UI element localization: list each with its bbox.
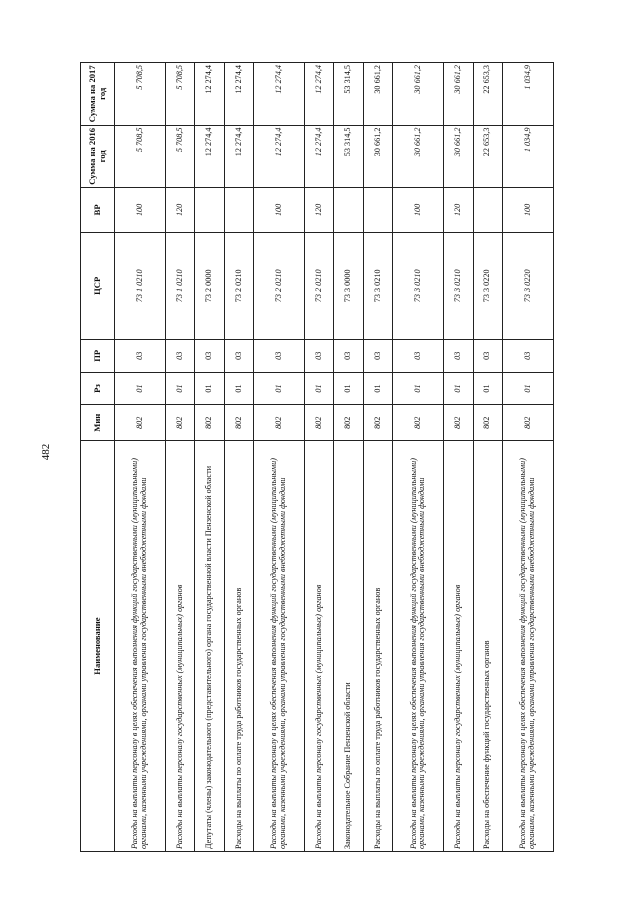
cell-min: 802	[444, 405, 473, 441]
cell-name: Депутаты (члены) законодательного (представительного) органа государственной власти Пензенской области	[195, 441, 224, 852]
cell-vr	[334, 188, 363, 233]
header-name: Наименование	[81, 441, 115, 852]
cell-vr: 120	[166, 188, 195, 233]
cell-pr: 03	[115, 339, 166, 372]
cell-sum-2017: 53 314,5	[334, 63, 363, 126]
cell-rz: 01	[224, 372, 253, 405]
budget-table	[80, 62, 554, 852]
cell-rz: 01	[363, 372, 392, 405]
cell-rz: 01	[166, 372, 195, 405]
table-body	[115, 63, 554, 852]
cell-sum-2017: 30 661,2	[363, 63, 392, 126]
cell-vr	[363, 188, 392, 233]
cell-sum-2017: 1 034,9	[502, 63, 553, 126]
cell-min: 802	[305, 405, 334, 441]
cell-pr: 03	[334, 339, 363, 372]
cell-sum-2017: 30 661,2	[393, 63, 444, 126]
cell-pr: 03	[224, 339, 253, 372]
cell-min: 802	[224, 405, 253, 441]
cell-csr: 73 2 0210	[224, 232, 253, 339]
cell-sum-2016: 30 661,2	[444, 125, 473, 188]
cell-pr: 03	[195, 339, 224, 372]
cell-sum-2016: 12 274,4	[195, 125, 224, 188]
cell-vr	[195, 188, 224, 233]
cell-vr: 120	[444, 188, 473, 233]
cell-rz: 01	[334, 372, 363, 405]
header-pr: ПР	[81, 339, 115, 372]
cell-name: Расходы на выплаты персоналу в целях обеспечения выполнения функций государственными (муниципальными) органами, казенными учреждениями, органами управления государственными внебюджетными фондами	[254, 441, 305, 852]
rotated-page-content	[80, 62, 554, 852]
table-header-row	[81, 63, 115, 852]
cell-name: Расходы на выплаты персоналу государственных (муниципальных) органов	[166, 441, 195, 852]
cell-min: 802	[195, 405, 224, 441]
cell-csr: 73 2 0210	[254, 232, 305, 339]
cell-csr: 73 1 0210	[115, 232, 166, 339]
cell-pr: 03	[166, 339, 195, 372]
cell-pr: 03	[363, 339, 392, 372]
cell-min: 802	[334, 405, 363, 441]
cell-csr: 73 3 0210	[393, 232, 444, 339]
cell-sum-2016: 53 314,5	[334, 125, 363, 188]
cell-min: 802	[363, 405, 392, 441]
table-row	[473, 63, 502, 852]
cell-sum-2017: 22 653,3	[473, 63, 502, 126]
table-row	[115, 63, 166, 852]
cell-vr: 100	[502, 188, 553, 233]
cell-min: 802	[473, 405, 502, 441]
cell-name: Расходы на выплаты по оплате труда работников государственных органов	[363, 441, 392, 852]
cell-rz: 01	[195, 372, 224, 405]
cell-rz: 01	[444, 372, 473, 405]
cell-vr	[473, 188, 502, 233]
cell-sum-2017: 12 274,4	[254, 63, 305, 126]
cell-rz: 01	[254, 372, 305, 405]
cell-sum-2016: 30 661,2	[363, 125, 392, 188]
table-row	[502, 63, 553, 852]
table-row	[334, 63, 363, 852]
cell-vr: 100	[254, 188, 305, 233]
cell-sum-2017: 30 661,2	[444, 63, 473, 126]
cell-sum-2016: 5 708,5	[115, 125, 166, 188]
cell-min: 802	[166, 405, 195, 441]
cell-min: 802	[393, 405, 444, 441]
cell-sum-2017: 5 708,5	[166, 63, 195, 126]
cell-sum-2017: 12 274,4	[305, 63, 334, 126]
cell-pr: 03	[502, 339, 553, 372]
cell-name: Расходы на выплаты персоналу государственных (муниципальных) органов	[305, 441, 334, 852]
cell-rz: 01	[115, 372, 166, 405]
cell-min: 802	[115, 405, 166, 441]
cell-pr: 03	[254, 339, 305, 372]
cell-rz: 01	[502, 372, 553, 405]
cell-csr: 73 3 0000	[334, 232, 363, 339]
cell-rz: 01	[393, 372, 444, 405]
cell-name: Расходы на выплаты персоналу государственных (муниципальных) органов	[444, 441, 473, 852]
cell-pr: 03	[305, 339, 334, 372]
cell-vr: 100	[393, 188, 444, 233]
cell-sum-2016: 12 274,4	[305, 125, 334, 188]
cell-csr: 73 1 0210	[166, 232, 195, 339]
cell-csr: 73 2 0000	[195, 232, 224, 339]
header-rz: Рз	[81, 372, 115, 405]
cell-min: 802	[502, 405, 553, 441]
cell-name: Расходы на выплаты по оплате труда работников государственных органов	[224, 441, 253, 852]
cell-min: 802	[254, 405, 305, 441]
cell-pr: 03	[444, 339, 473, 372]
cell-name: Законодательное Собрание Пензенской области	[334, 441, 363, 852]
cell-sum-2016: 12 274,4	[224, 125, 253, 188]
cell-pr: 03	[473, 339, 502, 372]
table-row	[254, 63, 305, 852]
cell-vr: 100	[115, 188, 166, 233]
table-row	[444, 63, 473, 852]
cell-csr: 73 3 0210	[363, 232, 392, 339]
cell-name: Расходы на выплаты персоналу в целях обеспечения выполнения функций государственными (муниципальными) органами, казенными учреждениями, органами управления государственными внебюджетными фондами	[393, 441, 444, 852]
cell-rz: 01	[305, 372, 334, 405]
cell-csr: 73 3 0220	[473, 232, 502, 339]
header-sum-2017: Сумма на 2017 год	[81, 63, 115, 126]
header-csr: ЦСР	[81, 232, 115, 339]
cell-sum-2017: 5 708,5	[115, 63, 166, 126]
table-row	[363, 63, 392, 852]
cell-name: Расходы на выплаты персоналу в целях обеспечения выполнения функций государственными (муниципальными) органами, казенными учреждениями, органами управления государственными внебюджетными фондами	[115, 441, 166, 852]
cell-csr: 73 3 0220	[502, 232, 553, 339]
header-sum-2016: Сумма на 2016 год	[81, 125, 115, 188]
cell-sum-2016: 30 661,2	[393, 125, 444, 188]
cell-csr: 73 3 0210	[444, 232, 473, 339]
cell-sum-2017: 12 274,4	[195, 63, 224, 126]
cell-pr: 03	[393, 339, 444, 372]
cell-sum-2016: 12 274,4	[254, 125, 305, 188]
header-min: Мин	[81, 405, 115, 441]
cell-sum-2016: 1 034,9	[502, 125, 553, 188]
table-row	[224, 63, 253, 852]
cell-sum-2016: 5 708,5	[166, 125, 195, 188]
cell-sum-2016: 22 653,3	[473, 125, 502, 188]
header-vr: ВР	[81, 188, 115, 233]
page-number: 482	[40, 443, 52, 461]
cell-vr: 120	[305, 188, 334, 233]
table-row	[195, 63, 224, 852]
table-row	[305, 63, 334, 852]
cell-vr	[224, 188, 253, 233]
cell-csr: 73 2 0210	[305, 232, 334, 339]
cell-sum-2017: 12 274,4	[224, 63, 253, 126]
cell-name: Расходы на обеспечение функций государственных органов	[473, 441, 502, 852]
cell-rz: 01	[473, 372, 502, 405]
cell-name: Расходы на выплаты персоналу в целях обеспечения выполнения функций государственными (муниципальными) органами, казенными учреждениями, органами управления государственными внебюджетными фондами	[502, 441, 553, 852]
table-row	[393, 63, 444, 852]
table-row	[166, 63, 195, 852]
